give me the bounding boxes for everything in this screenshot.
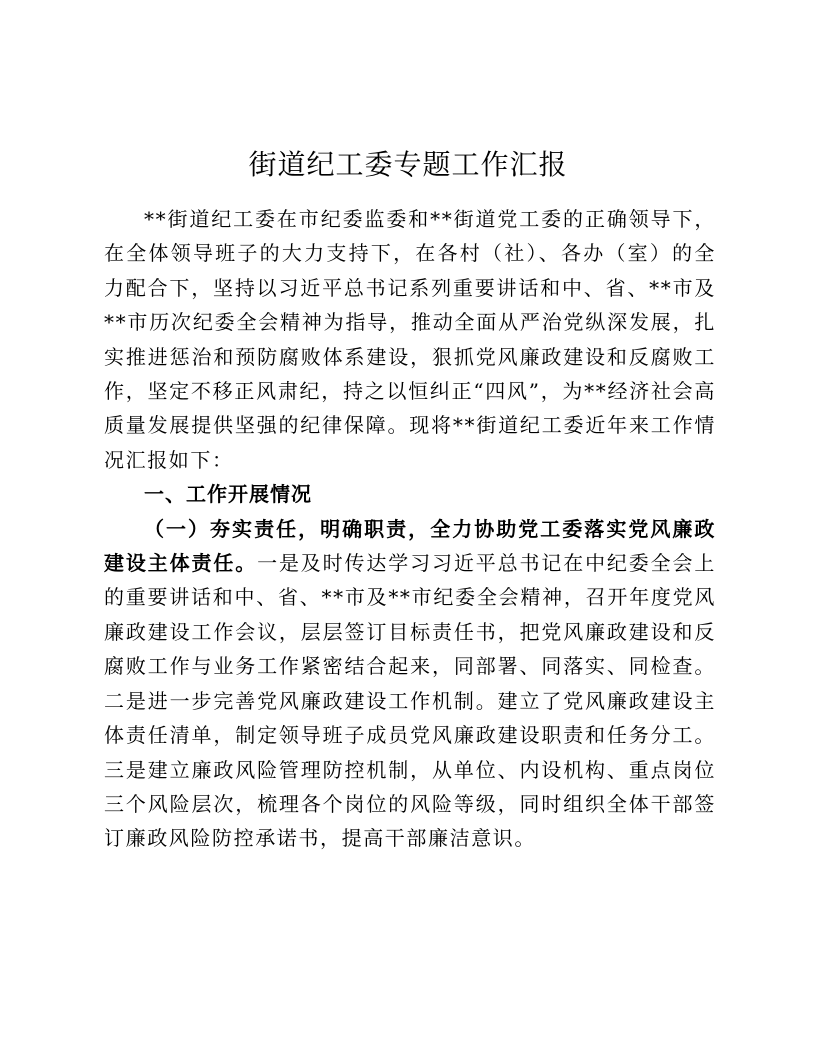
subsection-lead: （一）夯实责任，明确职责，全力协助党工委落实党风廉政建设主体责任。 (104, 516, 716, 576)
section-heading: 一、工作开展情况 (144, 482, 312, 507)
subsection-body: 一是及时传达学习习近平总书记在中纪委全会上的重要讲话和中、省、**市及**市纪委全会精神，召开年度党风廉政建设工作会议，层层签订目标责任书，把党风廉政建设和反腐败工作与业务工作紧密结合起来，同部署、同落实、同检查。二是进一步完善党风廉政建设工作机制。建立了党风廉政建设主体责任清单，制定领导班子成员党风廉政建设职责和任务分工。三是建立廉政风险管理防控机制，从单位、内设机构、重点岗位三个风险层次，梳理各个岗位的风险等级，同时组织全体干部签订廉政风险防控承诺书，提高干部廉洁意识。 (104, 551, 717, 851)
subsection-paragraph (104, 512, 716, 856)
intro-paragraph: **街道纪工委在市纪委监委和**街道党工委的正确领导下，在全体领导班子的大力支持下，在各村（社）、各办（室）的全力配合下，坚持以习近平总书记系列重要讲话和中、省、**市及**市历次纪委全会精神为指导，推动全面从严治党纵深发展，扎实推进惩治和预防腐败体系建设，狠抓党风廉政建设和反腐败工作，坚定不移正风肃纪，持之以恒纠正“四风”，为**经济社会高质量发展提供坚强的纪律保障。现将**街道纪工委近年来工作情况汇报如下： (104, 207, 716, 472)
document-title: 街道纪工委专题工作汇报 (248, 148, 568, 181)
document-body (104, 202, 716, 856)
